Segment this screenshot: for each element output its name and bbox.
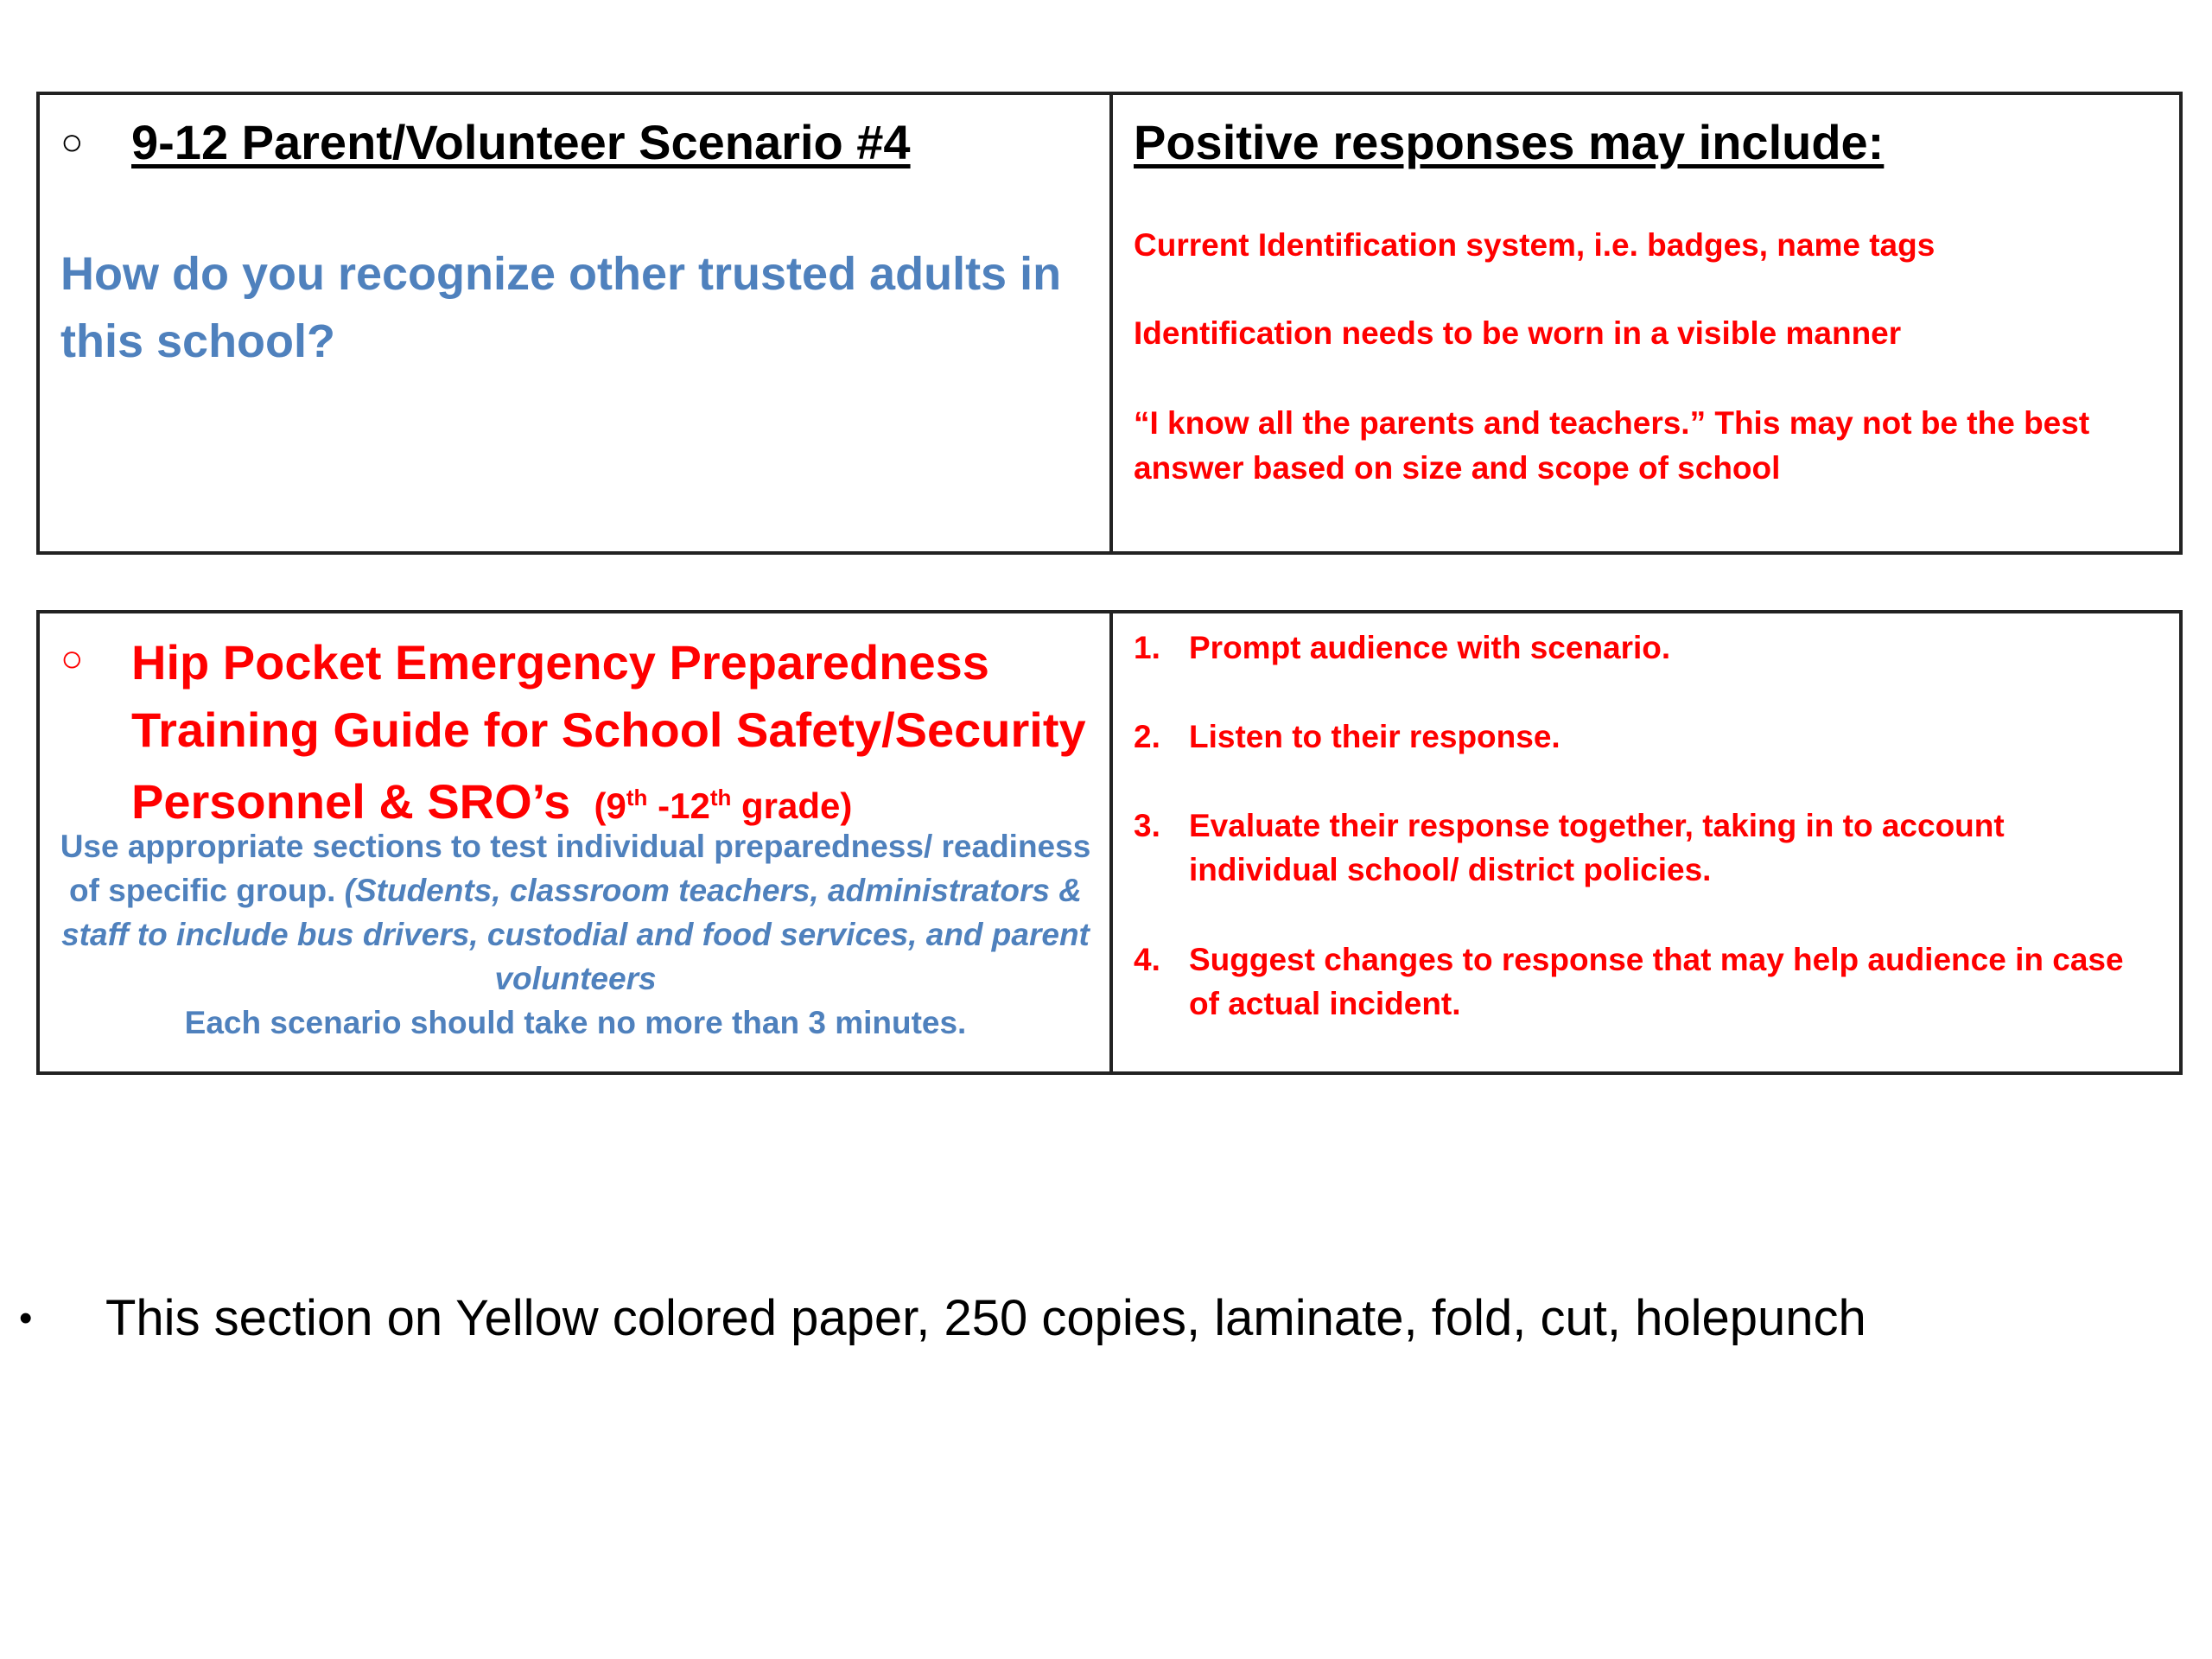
step-number: 4.	[1134, 942, 1160, 977]
guide-left-cell	[40, 613, 1113, 1071]
step-text: Evaluate their response together, taking in to account individual school/ district policies.	[1189, 808, 2005, 887]
scenario-title: 9-12 Parent/Volunteer Scenario #4	[131, 115, 911, 169]
scenario-right-cell	[1113, 95, 2179, 551]
guide-desc-italic: (Students, classroom teachers, administrators & staff to include bus drivers, custodial and food services, and parent volunteers	[61, 873, 1090, 996]
circle-bullet-icon: ○	[60, 121, 84, 163]
step-text: Suggest changes to response that may help audience in case of actual incident.	[1189, 942, 2124, 1021]
step-text: Prompt audience with scenario.	[1189, 630, 1671, 665]
guide-card	[36, 610, 2183, 1075]
grade-range: (9th -12th grade)	[594, 785, 853, 826]
guide-desc-text: Use appropriate sections to test individual preparedness/ readiness of specific group.	[60, 829, 1091, 908]
step-number: 1.	[1134, 630, 1160, 665]
response-item: Identification needs to be worn in a visible manner	[1134, 315, 1902, 351]
guide-description	[48, 824, 1103, 1045]
guide-title	[131, 629, 1099, 840]
guide-right-cell	[1113, 613, 2179, 1071]
step-item	[1134, 715, 2171, 759]
scenario-card	[36, 92, 2183, 555]
print-instructions-text: This section on Yellow colored paper, 250 copies, laminate, fold, cut, holepunch	[105, 1290, 1866, 1346]
step-number: 3.	[1134, 808, 1160, 843]
step-number: 2.	[1134, 719, 1160, 754]
scenario-left-cell	[40, 95, 1113, 551]
circle-bullet-icon: ○	[60, 638, 84, 680]
print-instructions	[19, 1289, 1866, 1347]
guide-time-note: Each scenario should take no more than 3 minutes.	[184, 1005, 967, 1040]
response-item: Current Identification system, i.e. badges, name tags	[1134, 227, 1936, 263]
bullet-dot-icon: •	[19, 1296, 33, 1339]
step-text: Listen to their response.	[1189, 719, 1560, 754]
response-item: “I know all the parents and teachers.” This may not be the best answer based on size and scope of school	[1134, 405, 2090, 486]
step-item	[1134, 804, 2171, 892]
step-item	[1134, 626, 2171, 670]
responses-title: Positive responses may include:	[1134, 115, 1885, 169]
step-item	[1134, 938, 2171, 1026]
guide-title-text: Hip Pocket Emergency Preparedness Training Guide for School Safety/Security Personnel & SRO’s	[131, 635, 1086, 829]
scenario-question: How do you recognize other trusted adults in this school?	[60, 248, 1062, 367]
